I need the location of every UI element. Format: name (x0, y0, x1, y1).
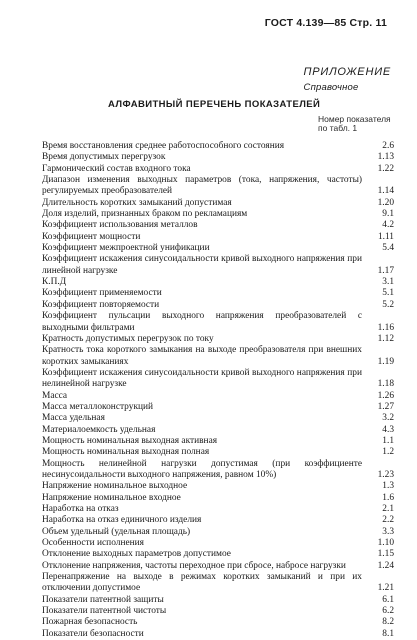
indicator-number: 3.2 (382, 413, 394, 424)
indicator-number: 1.20 (377, 197, 394, 208)
indicator-name: Наработка на отказ единичного изделия (42, 515, 202, 526)
indicator-name: Коэффициент пульсации выходного напряжения преобразователей с выходными фильтрами (42, 311, 362, 333)
indicator-name: Показатели безопасности (42, 628, 144, 639)
indicator-name: Показатели патентной защиты (42, 594, 164, 605)
indicator-number: 4.2 (382, 220, 394, 231)
indicator-name: Масса (42, 390, 68, 401)
indicator-number: 1.18 (377, 379, 394, 390)
indicator-name: Мощность номинальная выходная активная (42, 435, 218, 446)
list-item (42, 368, 394, 391)
list-item (42, 152, 394, 163)
list-item (42, 243, 394, 254)
list-item (42, 277, 394, 288)
indicator-number: 1.27 (377, 401, 394, 412)
indicator-name: Диапазон изменения выходных параметров (тока, напряжения, частоты) регулируемых преобразователей (42, 175, 362, 197)
indicator-name: Напряжение номинальное выходное (42, 481, 188, 492)
indicator-number: 1.6 (382, 492, 394, 503)
indicator-number: 1.26 (377, 390, 394, 401)
indicator-number: 1.2 (382, 447, 394, 458)
indicator-number: 1.15 (377, 549, 394, 560)
indicator-name: Кратность тока короткого замыкания на выходе преобразователя при внешних коротких замыканиях (42, 345, 362, 367)
indicator-number: 1.17 (377, 265, 394, 276)
list-item (42, 425, 394, 436)
indicator-number: 2.2 (382, 515, 394, 526)
list-item (42, 254, 394, 277)
indicator-number: 2.1 (382, 504, 394, 514)
indicator-name: Перенапряжение на выходе в режимах коротких замыканий и при их отключении допустимое (42, 572, 362, 594)
list-item (42, 288, 394, 299)
indicator-number: 5.2 (382, 299, 394, 310)
indicator-name: Наработка на отказ (42, 504, 119, 514)
indicator-name: Материалоемкость удельная (42, 424, 156, 435)
list-item (42, 402, 394, 413)
list-item (42, 311, 394, 334)
indicator-number: 6.1 (382, 594, 394, 605)
list-item (42, 334, 394, 345)
list-item (42, 549, 394, 560)
indicator-list (42, 141, 394, 640)
indicator-name: Отклонение выходных параметров допустимое (42, 549, 231, 560)
list-item (42, 198, 394, 209)
list-item (42, 220, 394, 231)
indicator-name: Объем удельный (удельная площадь) (42, 526, 191, 537)
indicator-number: 1.21 (377, 583, 394, 594)
appendix-subtitle: Справочное (303, 82, 359, 93)
indicator-name: Особенности исполнения (42, 538, 144, 549)
list-item (42, 561, 394, 572)
list-item (42, 515, 394, 526)
indicator-number: 1.19 (377, 356, 394, 367)
indicator-name: Масса удельная (42, 413, 105, 424)
indicator-name: Коэффициент мощности (42, 231, 141, 242)
appendix-label (304, 66, 391, 93)
indicator-name: Мощность номинальная выходная полная (42, 447, 210, 458)
indicator-name: Показатели патентной чистоты (42, 606, 167, 617)
list-item (42, 527, 394, 538)
indicator-number: 1.14 (377, 186, 394, 197)
list-item (42, 538, 394, 549)
indicator-name: Отклонение напряжения, частоты переходное при сбросе, набросе нагрузки (42, 560, 346, 571)
list-item (42, 504, 394, 515)
column-header: Номер показателя по табл. 1 (318, 114, 391, 133)
list-item (42, 447, 394, 458)
indicator-name: Коэффициент межпроектной унификации (42, 243, 210, 254)
indicator-name: Масса металлоконструкций (42, 401, 154, 412)
indicator-number: 1.12 (377, 333, 394, 344)
indicator-name: Время восстановления среднее работоспособного состояния (42, 141, 285, 151)
indicator-number: 6.2 (382, 606, 394, 617)
indicator-name: Кратность допустимых перегрузок по току (42, 333, 214, 344)
indicator-name: Коэффициент использования металлов (42, 220, 198, 231)
list-item (42, 459, 394, 482)
indicator-number: 1.3 (382, 481, 394, 492)
indicator-name: Коэффициент повторяемости (42, 299, 160, 310)
list-item (42, 141, 394, 152)
indicator-number: 4.3 (382, 424, 394, 435)
indicator-number: 3.1 (382, 277, 394, 288)
indicator-name: Напряжение номинальное входное (42, 492, 181, 503)
indicator-name: Коэффициент применяемости (42, 288, 162, 299)
indicator-number: 1.1 (382, 435, 394, 446)
list-item (42, 175, 394, 198)
indicator-number: 9.1 (382, 209, 394, 220)
list-item (42, 413, 394, 424)
page-header: ГОСТ 4.139—85 Стр. 11 (264, 17, 387, 29)
indicator-name: Пожарная безопасность (42, 617, 138, 628)
indicator-number: 1.16 (377, 322, 394, 333)
list-item (42, 436, 394, 447)
indicator-number: 8.2 (382, 617, 394, 628)
list-item (42, 617, 394, 628)
indicator-name: Время допустимых перегрузок (42, 152, 166, 163)
indicator-name: Гармонический состав входного тока (42, 163, 191, 174)
indicator-number: 1.22 (377, 163, 394, 174)
list-item (42, 493, 394, 504)
indicator-name: Коэффициент искажения синусоидальности кривой выходного напряжения при линейной нагрузке (42, 254, 362, 276)
indicator-number: 1.13 (377, 152, 394, 163)
indicator-number: 1.24 (377, 560, 394, 571)
list-item (42, 391, 394, 402)
indicator-number: 1.11 (377, 231, 394, 242)
list-item (42, 481, 394, 492)
indicator-name: К.П.Д (42, 277, 67, 288)
indicator-name: Длительность коротких замыканий допустимая (42, 197, 232, 208)
list-item (42, 345, 394, 368)
indicator-number: 2.6 (382, 141, 394, 151)
indicator-number: 1.23 (377, 469, 394, 480)
list-item (42, 300, 394, 311)
indicator-name: Мощность нелинейной нагрузки допустимая (при коэффициенте несинусоидальности выходного напряжения, равном 10%) (42, 458, 362, 480)
indicator-number: 3.3 (382, 526, 394, 537)
list-item (42, 232, 394, 243)
list-item (42, 606, 394, 617)
appendix-title: ПРИЛОЖЕНИЕ (303, 66, 391, 78)
list-item (42, 572, 394, 595)
list-item (42, 209, 394, 220)
list-item (42, 629, 394, 640)
list-item (42, 595, 394, 606)
indicator-number: 1.10 (377, 538, 394, 549)
list-item (42, 164, 394, 175)
indicator-number: 5.4 (382, 243, 394, 254)
indicator-number: 8.1 (382, 628, 394, 639)
indicator-name: Коэффициент искажения синусоидальности кривой выходного напряжения при нелинейной нагрузке (42, 367, 362, 390)
list-title: АЛФАВИТНЫЙ ПЕРЕЧЕНЬ ПОКАЗАТЕЛЕЙ (108, 99, 321, 110)
indicator-number: 5.1 (382, 288, 394, 299)
indicator-name: Доля изделий, признанных браком по рекламациям (42, 209, 248, 220)
